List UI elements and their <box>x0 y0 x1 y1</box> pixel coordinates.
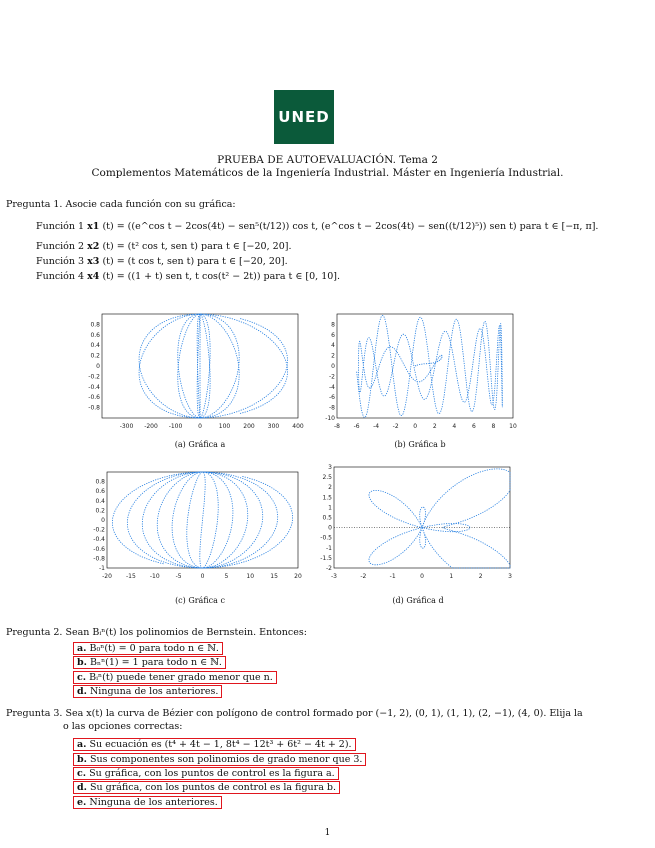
q3-option-a-text: Su ecuación es (t⁴ + 4t − 1, 8t⁴ − 12t³ + 6t² − 4t + 2). <box>89 739 352 750</box>
y-tick-label: 0.8 <box>90 321 100 329</box>
x-tick-label: 15 <box>270 573 278 580</box>
x-tick-label: -200 <box>144 423 158 430</box>
x-tick-label: -100 <box>168 423 183 430</box>
q2-option-c[interactable] <box>73 671 277 684</box>
x-tick-label: -2 <box>392 423 399 430</box>
y-tick-label: -6 <box>329 394 335 402</box>
q2-option-a-text: B₀ⁿ(t) = 0 para todo n ∈ ℕ. <box>89 643 219 654</box>
q2-option-b-letter: b. <box>77 657 87 668</box>
x-tick-label: 100 <box>218 423 231 430</box>
plot-frame <box>334 467 510 568</box>
x-tick-label: 300 <box>267 423 280 430</box>
function-2-name: x2 <box>87 241 100 252</box>
series-line <box>369 469 510 568</box>
x-tick-label: -5 <box>175 573 182 580</box>
y-tick-label: 0 <box>101 517 105 524</box>
q3-option-b-letter: b. <box>77 754 87 765</box>
caption-d: (d) Gráfica d <box>392 596 444 605</box>
y-tick-label: -1 <box>99 565 105 572</box>
y-tick-label: -1.5 <box>320 554 332 562</box>
q3-option-c-text: Su gráfica, con los puntos de control es la figura a. <box>89 768 335 779</box>
x-tick-label: -300 <box>119 423 134 430</box>
y-tick-label: -0.8 <box>88 404 100 412</box>
chart-d <box>322 465 512 580</box>
function-2 <box>36 239 291 254</box>
x-tick-label: 3 <box>508 573 512 580</box>
series-line <box>112 472 292 568</box>
function-1-label: Función 1 <box>36 221 85 232</box>
x-tick-label: -10 <box>149 573 160 580</box>
y-tick-label: 0 <box>328 524 332 532</box>
y-tick-label: -0.2 <box>88 373 100 381</box>
y-tick-label: 0 <box>331 363 335 370</box>
y-tick-label: -0.6 <box>93 545 105 553</box>
q3-option-b-text: Sus componentes son polinomios de grado menor que 3. <box>89 754 363 765</box>
x-tick-label: 400 <box>292 423 304 430</box>
q3-option-d-text: Su gráfica, con los puntos de control es la figura b. <box>89 782 336 793</box>
x-tick-label: -8 <box>334 423 340 430</box>
y-tick-label: -2 <box>329 373 335 381</box>
y-tick-label: -1 <box>326 544 332 552</box>
y-tick-label: -0.4 <box>93 536 105 544</box>
q2-option-c-text: Bᵢⁿ(t) puede tener grado menor que n. <box>89 672 273 683</box>
x-tick-label: -2 <box>360 573 367 580</box>
y-tick-label: 4 <box>331 342 335 350</box>
y-tick-label: 8 <box>331 321 335 329</box>
caption-a: (a) Gráfica a <box>174 440 226 449</box>
caption-c: (c) Gráfica c <box>175 596 225 605</box>
function-4-expr: (t) = ((1 + t) sen t, t cos(t² − 2t)) para t ∈ [0, 10]. <box>102 271 341 282</box>
y-tick-label: -0.5 <box>320 534 332 542</box>
x-tick-label: 5 <box>224 573 229 580</box>
page-number: 1 <box>324 828 331 838</box>
y-tick-label: 0.4 <box>90 342 100 350</box>
q2-option-b-text: Bₙⁿ(1) = 1 para todo n ∈ ℕ. <box>89 657 222 668</box>
y-tick-label: 0.2 <box>90 352 100 360</box>
chart-a <box>88 312 304 430</box>
x-tick-label: 20 <box>294 573 302 580</box>
uned-logo <box>274 90 334 144</box>
y-tick-label: 2 <box>328 484 332 492</box>
q2-option-d[interactable] <box>73 685 222 698</box>
x-tick-label: 10 <box>246 573 255 580</box>
y-tick-label: -10 <box>325 415 335 422</box>
logo-text: UNED <box>278 108 330 126</box>
y-tick-label: 0.5 <box>322 514 332 522</box>
x-tick-label: 0 <box>198 423 202 430</box>
function-1-expr: (t) = ((e^cos t − 2cos(4t) − sen⁵(t/12)) cos t, (e^cos t − 2cos(4t) − sen((t/12)⁵)) sen t) para t ∈ [−π, π]. <box>102 221 599 232</box>
q3-option-c-letter: c. <box>77 768 87 779</box>
q2-option-a[interactable] <box>73 642 223 655</box>
y-tick-label: -0.6 <box>88 394 100 402</box>
x-tick-label: -6 <box>353 423 360 430</box>
q2-option-b[interactable] <box>73 656 226 669</box>
function-3 <box>36 254 288 269</box>
x-tick-label: -1 <box>389 573 396 580</box>
function-3-expr: (t) = (t cos t, sen t) para t ∈ [−20, 20]. <box>102 256 288 267</box>
q2-option-a-letter: a. <box>77 643 87 654</box>
y-tick-label: -2 <box>326 565 332 572</box>
y-tick-label: -0.4 <box>88 383 100 391</box>
series-line <box>357 315 503 417</box>
x-tick-label: 6 <box>471 423 476 430</box>
x-tick-label: 2 <box>432 423 437 430</box>
y-tick-label: -4 <box>329 383 335 391</box>
q2-option-c-letter: c. <box>77 672 87 683</box>
question-3-text: Pregunta 3. Sea x(t) la curva de Bézier con polígono de control formado por (−1, 2), (0, 1), (1, 1), (2, −1), (4, 0). Elija la <box>6 708 583 719</box>
chart-c <box>95 470 300 580</box>
q3-option-d-letter: d. <box>77 782 87 793</box>
y-tick-label: 6 <box>331 331 335 339</box>
y-tick-label: 1.5 <box>322 494 332 502</box>
chart-b <box>325 312 515 430</box>
function-3-name: x3 <box>87 256 100 267</box>
function-2-label: Función 2 <box>36 241 85 252</box>
y-tick-label: 0.2 <box>95 507 105 515</box>
function-4 <box>36 269 340 284</box>
question-1-text: Pregunta 1. Asocie cada función con su gráfica: <box>6 199 236 210</box>
question-2-text: Pregunta 2. Sean Bᵢⁿ(t) los polinomios de Bernstein. Entonces: <box>6 627 307 638</box>
q3-option-a[interactable] <box>73 738 356 751</box>
x-tick-label: 4 <box>452 423 457 430</box>
y-tick-label: 0 <box>96 363 100 370</box>
y-tick-label: 0.6 <box>95 488 105 496</box>
caption-b: (b) Gráfica b <box>394 440 446 449</box>
y-tick-label: 0.6 <box>90 331 100 339</box>
series-line <box>139 314 287 418</box>
q3-option-a-letter: a. <box>77 739 87 750</box>
x-tick-label: -20 <box>102 573 112 580</box>
y-tick-label: 0.4 <box>95 497 105 505</box>
x-tick-label: -3 <box>331 573 337 580</box>
x-tick-label: 10 <box>509 423 517 430</box>
y-tick-label: 2 <box>331 352 335 360</box>
x-tick-label: 1 <box>449 573 454 580</box>
q3-option-b[interactable] <box>73 753 366 766</box>
function-2-expr: (t) = (t² cos t, sen t) para t ∈ [−20, 20]. <box>102 241 292 252</box>
y-tick-label: 2.5 <box>322 474 332 482</box>
question-3-text-2: o las opciones correctas: <box>63 721 183 732</box>
page-subtitle: Complementos Matemáticos de la Ingeniería Industrial. Máster en Ingeniería Industrial. <box>91 167 564 179</box>
page-title: PRUEBA DE AUTOEVALUACIÓN. Tema 2 <box>217 154 438 166</box>
x-tick-label: 2 <box>478 573 483 580</box>
y-tick-label: -0.2 <box>93 526 105 534</box>
q2-option-d-letter: d. <box>77 686 87 697</box>
x-tick-label: -15 <box>125 573 136 580</box>
q3-option-e-text: Ninguna de los anteriores. <box>89 797 218 808</box>
q3-option-c[interactable] <box>73 767 339 780</box>
q3-option-d[interactable] <box>73 781 340 794</box>
y-tick-label: 0.8 <box>95 478 105 486</box>
y-tick-label: 3 <box>328 464 332 471</box>
q2-option-d-text: Ninguna de los anteriores. <box>89 686 219 697</box>
y-tick-label: 1 <box>328 504 332 512</box>
function-3-label: Función 3 <box>36 256 85 267</box>
x-tick-label: 0 <box>200 573 205 580</box>
x-tick-label: 0 <box>413 423 418 430</box>
x-tick-label: 200 <box>243 423 255 430</box>
q3-option-e[interactable] <box>73 796 222 809</box>
x-tick-label: 8 <box>491 423 496 430</box>
x-tick-label: 0 <box>420 573 424 580</box>
function-4-name: x4 <box>87 271 100 282</box>
x-tick-label: -4 <box>373 423 380 430</box>
function-1-name: x1 <box>87 221 100 232</box>
y-tick-label: -8 <box>329 404 335 412</box>
function-1 <box>36 219 598 234</box>
q3-option-e-letter: e. <box>77 797 87 808</box>
function-4-label: Función 4 <box>36 271 85 282</box>
y-tick-label: -0.8 <box>93 555 105 563</box>
